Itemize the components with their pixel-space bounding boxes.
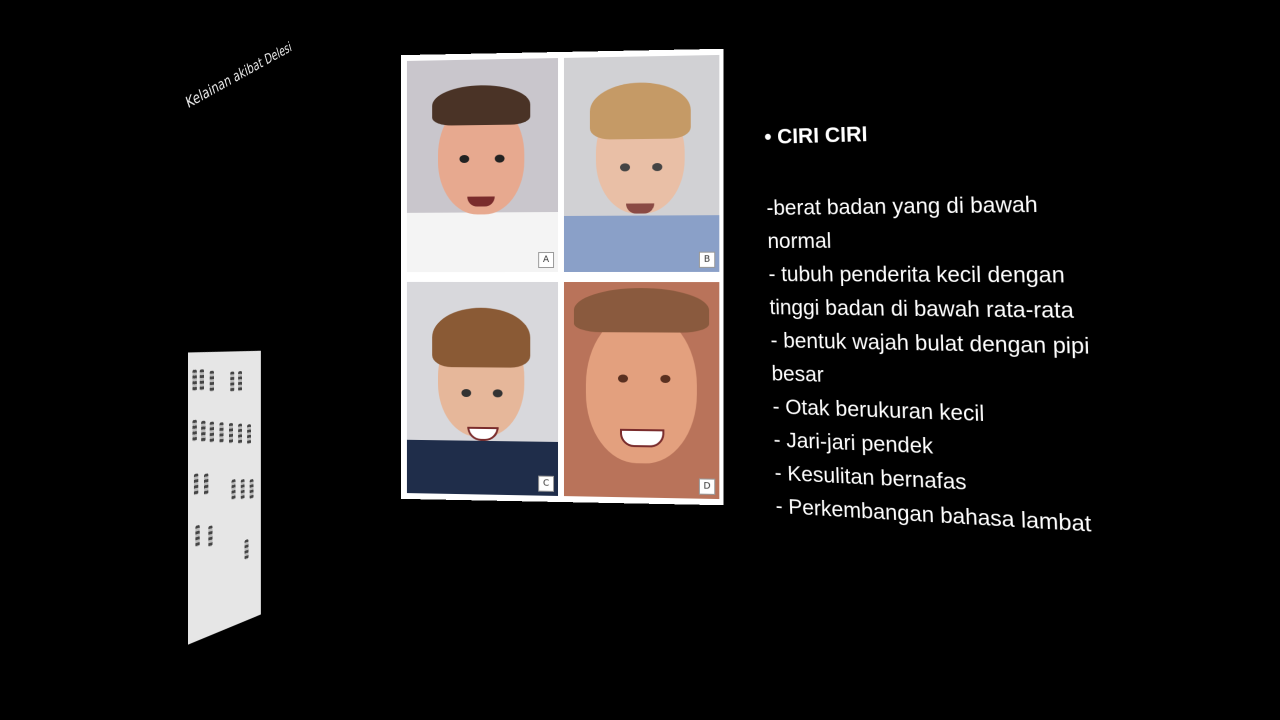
- karyotype-image: [188, 351, 261, 645]
- photo-label: C: [538, 476, 554, 492]
- photo-grid: [401, 49, 723, 505]
- photo-a: [407, 58, 558, 272]
- characteristic-line: besar: [771, 362, 825, 387]
- characteristic-line: normal: [767, 229, 832, 254]
- left-slide-line: [173, 150, 272, 189]
- characteristic-line: - bentuk wajah bulat dengan pipi: [770, 329, 1090, 360]
- photo-label: B: [699, 252, 715, 268]
- photo-d: [564, 282, 719, 499]
- characteristic-line: tinggi badan di bawah rata-rata: [769, 296, 1075, 324]
- left-slide-title: Kelainan akibat Delesi: [183, 38, 294, 112]
- characteristic-line: - Otak berukuran kecil: [772, 395, 985, 427]
- photo-b: [564, 55, 719, 272]
- left-slide-line: [173, 150, 272, 189]
- left-slide: [168, 38, 294, 670]
- characteristic-line: -berat badan yang di bawah: [766, 192, 1039, 221]
- characteristic-line: - tubuh penderita kecil dengan: [768, 263, 1066, 288]
- left-slide-body: [173, 150, 272, 189]
- left-slide-line: [173, 150, 272, 189]
- photo-label: D: [699, 478, 715, 495]
- left-slide-bullet: [173, 150, 272, 189]
- left-slide-line: [173, 150, 272, 189]
- characteristic-line: - Perkembangan bahasa lambat: [775, 494, 1092, 537]
- left-slide-line: [173, 150, 272, 189]
- left-slide-line: [173, 150, 272, 189]
- characteristics-title: • CIRI CIRI: [764, 122, 868, 149]
- photo-label: A: [538, 252, 554, 268]
- characteristic-line: - Kesulitan bernafas: [774, 461, 967, 495]
- characteristics-block: [764, 113, 1186, 548]
- characteristic-line: - Jari-jari pendek: [773, 428, 934, 459]
- photo-c: [407, 282, 558, 496]
